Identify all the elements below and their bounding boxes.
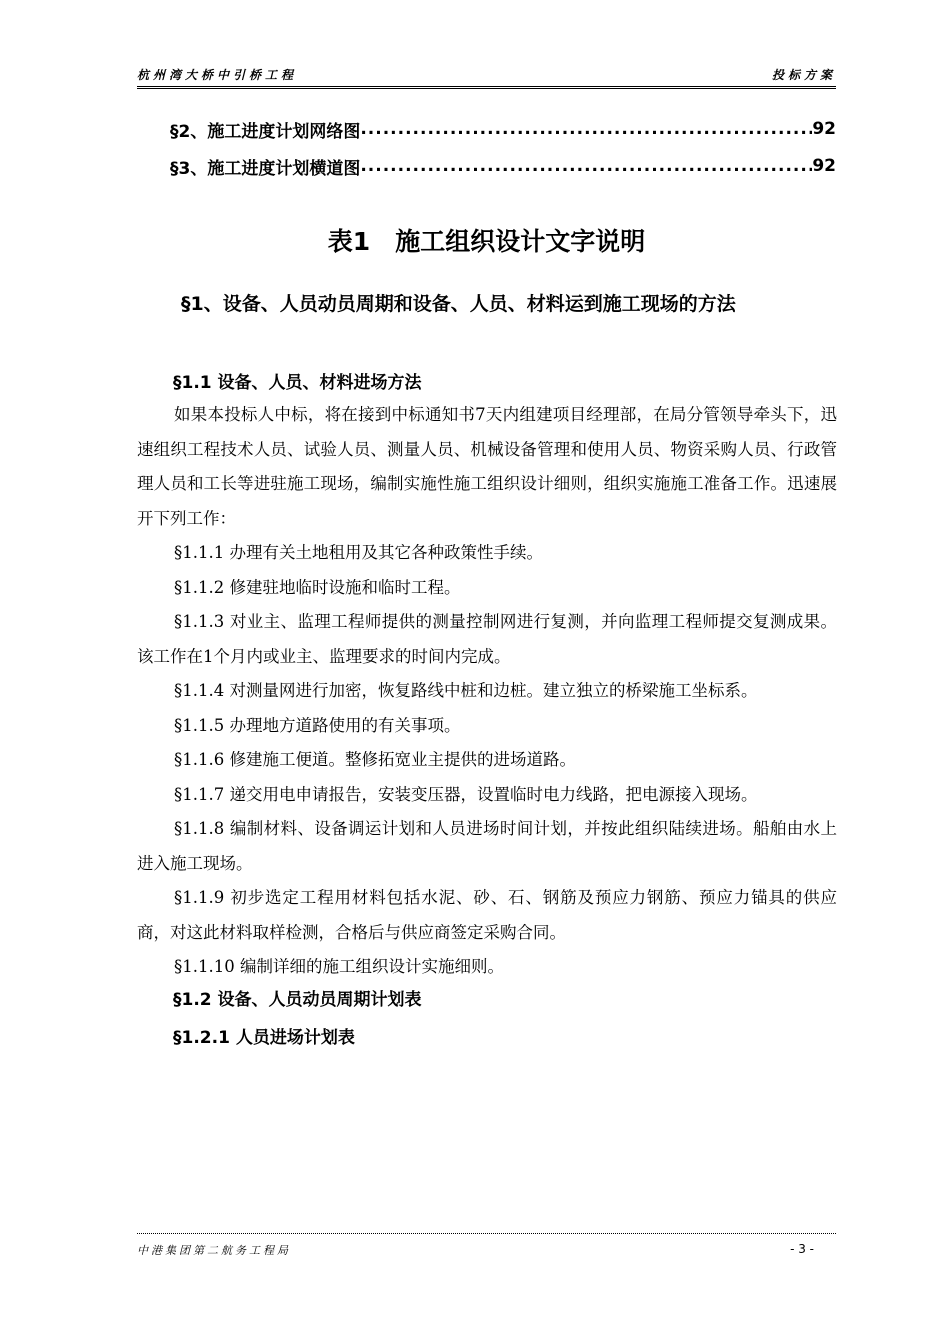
subsection-heading: §1.2.1 人员进场计划表 bbox=[173, 1028, 355, 1048]
toc-entry-label: §3、施工进度计划横道图 bbox=[170, 158, 361, 179]
subsection-heading: §1.1 设备、人员、材料进场方法 bbox=[173, 373, 422, 393]
toc-entry[interactable] bbox=[170, 116, 836, 142]
list-item: §1.1.7 递交用电申请报告，安装变压器，设置临时电力线路，把电源接入现场。 bbox=[174, 784, 758, 804]
list-item: §1.1.6 修建施工便道。整修拓宽业主提供的进场道路。 bbox=[174, 750, 576, 769]
toc-leader-dots bbox=[360, 156, 812, 176]
toc-entry-label: §2、施工进度计划网络图 bbox=[170, 121, 361, 142]
subsection-heading: §1.2 设备、人员动员周期计划表 bbox=[173, 990, 422, 1010]
list-item: §1.1.5 办理地方道路使用的有关事项。 bbox=[174, 715, 461, 735]
table-title: 表1 施工组织设计文字说明 bbox=[327, 227, 646, 256]
section-heading: §1、设备、人员动员周期和设备、人员、材料运到施工现场的方法 bbox=[181, 293, 736, 315]
list-item: §1.1.2 修建驻地临时设施和临时工程。 bbox=[174, 577, 461, 597]
page-header bbox=[137, 64, 836, 89]
toc-entry-page: 92 bbox=[812, 119, 836, 139]
page-number: - 3 - bbox=[790, 1242, 814, 1256]
toc-entry[interactable] bbox=[170, 153, 836, 179]
header-doc-type: 投标方案 bbox=[771, 68, 836, 82]
intro-paragraph: 如果本投标人中标，将在接到中标通知书7天内组建项目经理部，在局分管领导牵头下，迅速组织工程技术人员、试验人员、测量人员、机械设备管理和使用人员、物资采购人员、行政管理人员和工长等进驻施工现场，编制实施性施工组织设计细则，组织实施施工准备工作。迅速展开下列工作： bbox=[137, 405, 837, 528]
list-item: §1.1.10 编制详细的施工组织设计实施细则。 bbox=[174, 957, 504, 976]
list-item: §1.1.1 办理有关土地租用及其它各种政策性手续。 bbox=[174, 543, 543, 562]
page-footer bbox=[137, 1233, 836, 1264]
toc-leader-dots bbox=[360, 119, 812, 139]
footer-company: 中港集团第二航务工程局 bbox=[137, 1244, 291, 1257]
list-item: §1.1.9 初步选定工程用材料包括水泥、砂、石、钢筋及预应力钢筋、预应力锚具的供应商，对这此材料取样检测，合格后与供应商签定采购合同。 bbox=[137, 888, 837, 942]
list-item: §1.1.4 对测量网进行加密，恢复路线中桩和边桩。建立独立的桥梁施工坐标系。 bbox=[174, 681, 758, 700]
toc-entry-page: 92 bbox=[812, 156, 836, 176]
section-body bbox=[137, 398, 837, 985]
list-item: §1.1.8 编制材料、设备调运计划和人员进场时间计划，并按此组织陆续进场。船舶由水上进入施工现场。 bbox=[137, 819, 837, 873]
list-item: §1.1.3 对业主、监理工程师提供的测量控制网进行复测，并向监理工程师提交复测成果。该工作在1个月内或业主、监理要求的时间内完成。 bbox=[137, 612, 837, 666]
header-project-name: 杭州湾大桥中引桥工程 bbox=[137, 68, 298, 82]
